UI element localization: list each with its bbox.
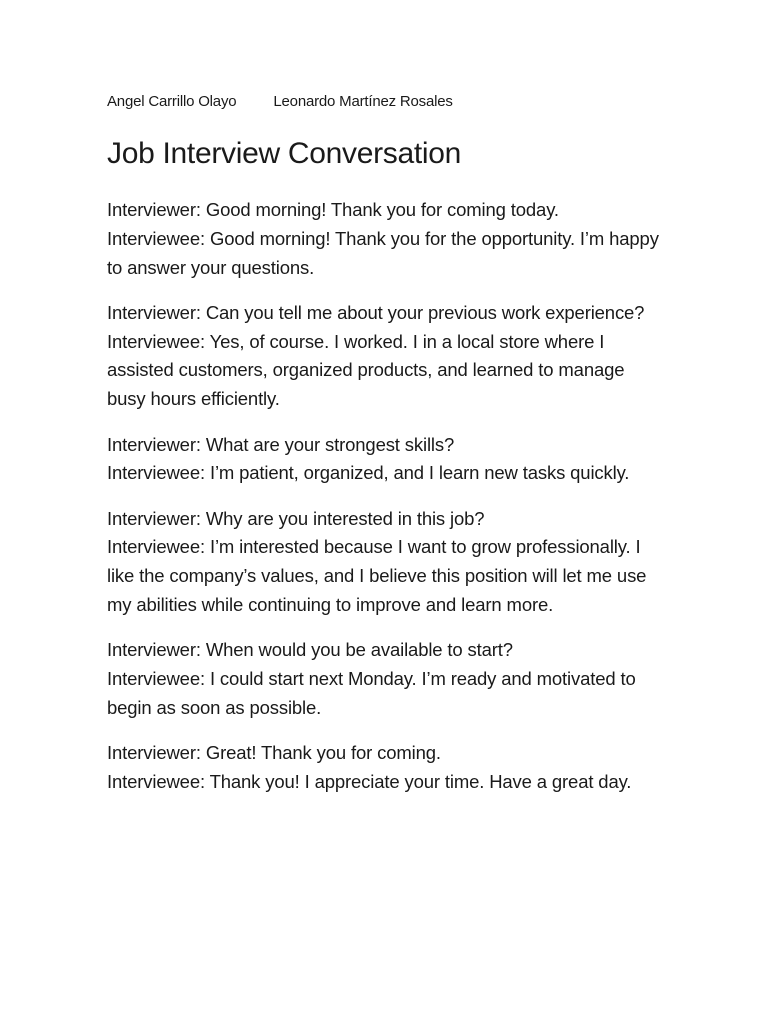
speaker-label: Interviewer: bbox=[107, 742, 201, 764]
speaker-label: Interviewee: bbox=[107, 227, 205, 249]
dialogue-exchange bbox=[107, 299, 667, 414]
speaker-label: Interviewee: bbox=[107, 330, 205, 352]
dialogue-exchange bbox=[107, 196, 667, 282]
interviewer-line bbox=[107, 431, 667, 460]
dialogue-text: I’m interested because I want to grow professionally. I like the company’s values, and I believe this position will let me use my abilities while continuing to improve and learn more. bbox=[107, 536, 647, 616]
interviewee-line bbox=[107, 533, 667, 619]
speaker-label: Interviewer: bbox=[107, 301, 201, 323]
dialogue-text: Good morning! Thank you for coming today. bbox=[205, 199, 559, 220]
speaker-label: Interviewee: bbox=[107, 536, 205, 558]
conversation-body bbox=[107, 196, 667, 813]
interviewee-line bbox=[107, 665, 667, 723]
speaker-label: Interviewer: bbox=[107, 639, 201, 661]
dialogue-text: I’m patient, organized, and I learn new tasks quickly. bbox=[209, 462, 630, 484]
speaker-label: Interviewee: bbox=[107, 668, 205, 690]
interviewee-line bbox=[107, 459, 667, 488]
author-line bbox=[107, 92, 453, 112]
dialogue-text: Yes, of course. I worked. I in a local store where I assisted customers, organized products, and learned to manage busy hours efficiently. bbox=[107, 330, 625, 410]
dialogue-text: Why are you interested in this job? bbox=[205, 507, 485, 529]
interviewer-line bbox=[107, 196, 667, 225]
dialogue-exchange bbox=[107, 636, 667, 722]
interviewee-line bbox=[107, 768, 667, 797]
speaker-label: Interviewee: bbox=[107, 771, 205, 793]
dialogue-text: I could start next Monday. I’m ready and motivated to begin as soon as possible. bbox=[107, 668, 636, 718]
speaker-label: Interviewer: bbox=[107, 507, 201, 529]
interviewer-line bbox=[107, 739, 667, 768]
author-name: Leonardo Martínez Rosales bbox=[273, 93, 453, 110]
interviewer-line bbox=[107, 505, 667, 534]
dialogue-exchange bbox=[107, 431, 667, 489]
dialogue-text: Can you tell me about your previous work experience? bbox=[205, 301, 645, 323]
dialogue-text: Thank you! I appreciate your time. Have a great day. bbox=[209, 771, 632, 793]
interviewee-line bbox=[107, 225, 667, 283]
interviewee-line bbox=[107, 328, 667, 414]
speaker-label: Interviewer: bbox=[107, 433, 201, 455]
speaker-label: Interviewee: bbox=[107, 462, 205, 484]
dialogue-text: Good morning! Thank you for the opportunity. I’m happy to answer your questions. bbox=[107, 227, 659, 278]
interviewer-line bbox=[107, 636, 667, 665]
dialogue-exchange bbox=[107, 739, 667, 797]
dialogue-text: Great! Thank you for coming. bbox=[205, 742, 441, 764]
speaker-label: Interviewer: bbox=[107, 199, 201, 220]
author-name: Angel Carrillo Olayo bbox=[107, 93, 237, 110]
dialogue-text: What are your strongest skills? bbox=[205, 433, 455, 455]
dialogue-text: When would you be available to start? bbox=[205, 639, 513, 661]
document-title: Job Interview Conversation bbox=[107, 137, 462, 170]
interviewer-line bbox=[107, 299, 667, 328]
dialogue-exchange bbox=[107, 505, 667, 620]
